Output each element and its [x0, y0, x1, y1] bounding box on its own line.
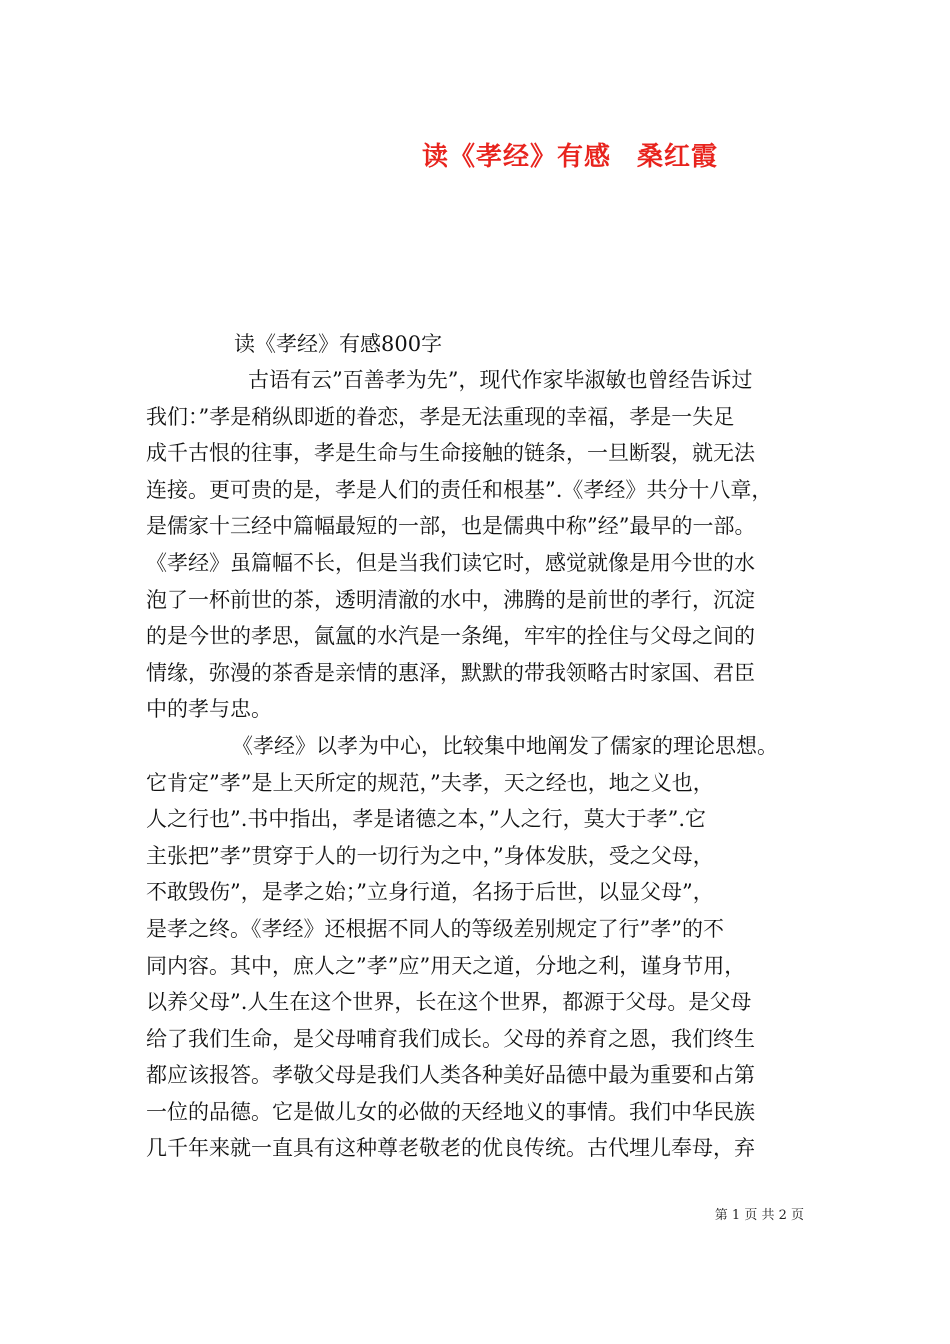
- paragraph-line: 都应该报答。孝敬父母是我们人类各种美好品德中最为重要和占第: [146, 1063, 755, 1088]
- paragraph-line: 中的孝与忠。: [146, 697, 272, 722]
- paragraph-line: 泡了一杯前世的茶，透明清澈的水中，沸腾的是前世的孝行，沉淀: [146, 587, 755, 612]
- paragraph-line: 连接。更可贵的是，孝是人们的责任和根基”.《孝经》共分十八章，: [146, 477, 773, 502]
- article-body: [146, 362, 826, 1167]
- title-text: 读《孝经》有感: [421, 142, 611, 172]
- paragraph-line: 主张把”孝”贯穿于人的一切行为之中，”身体发肤，受之父母，: [146, 843, 714, 868]
- paragraph-line: 一位的品德。它是做儿女的必做的天经地义的事情。我们中华民族: [146, 1099, 755, 1124]
- author-name: 桑红霞: [637, 142, 719, 172]
- paragraph-line: 情缘，弥漫的茶香是亲情的惠泽，默默的带我领略古时家国、君臣: [146, 660, 755, 685]
- paragraph-line: 《孝经》虽篇幅不长，但是当我们读它时，感觉就像是用今世的水: [146, 550, 755, 575]
- paragraph-line: 不敢毁伤”，是孝之始；”立身行道，名扬于后世，以显父母”，: [146, 880, 714, 905]
- paragraph-line: 以养父母”.人生在这个世界，长在这个世界，都源于父母。是父母: [146, 990, 752, 1015]
- paragraph-line: 人之行也”.书中指出，孝是诸德之本，”人之行，莫大于孝”.它: [146, 807, 707, 832]
- paragraph-line: 几千年来就一直具有这种尊老敬老的优良传统。古代埋儿奉母，弃: [146, 1136, 755, 1161]
- paragraph-line: 的是今世的孝思，氤氲的水汽是一条绳，牢牢的拴住与父母之间的: [146, 624, 755, 649]
- paragraph-line: 是孝之终。《孝经》还根据不同人的等级差别规定了行”孝”的不: [146, 916, 724, 941]
- paragraph-line: 是儒家十三经中篇幅最短的一部，也是儒典中称”经”最早的一部。: [146, 514, 756, 539]
- paragraph-line: 同内容。其中，庶人之”孝”应”用天之道，分地之利，谨身节用，: [146, 953, 746, 978]
- paragraph-1: [146, 362, 826, 728]
- paragraph-line: 给了我们生命，是父母哺育我们成长。父母的养育之恩，我们终生: [146, 1026, 755, 1051]
- paragraph-line: 成千古恨的往事，孝是生命与生命接触的链条，一旦断裂，就无法: [146, 441, 755, 466]
- article-subtitle: 读《孝经》有感800字: [234, 332, 443, 356]
- paragraph-line: 《孝经》以孝为中心，比较集中地阐发了儒家的理论思想。: [232, 733, 778, 758]
- page-title: [0, 136, 950, 173]
- paragraph-line: 我们：”孝是稍纵即逝的眷恋，孝是无法重现的幸福，孝是一失足: [146, 404, 735, 429]
- paragraph-line: 古语有云”百善孝为先”，现代作家毕淑敏也曾经告诉过: [248, 368, 753, 392]
- paragraph-2: [146, 728, 826, 1167]
- page-number: 第 1 页 共 2 页: [714, 1208, 804, 1223]
- paragraph-line: 它肯定”孝”是上天所定的规范，”夫孝，天之经也，地之义也，: [146, 770, 714, 795]
